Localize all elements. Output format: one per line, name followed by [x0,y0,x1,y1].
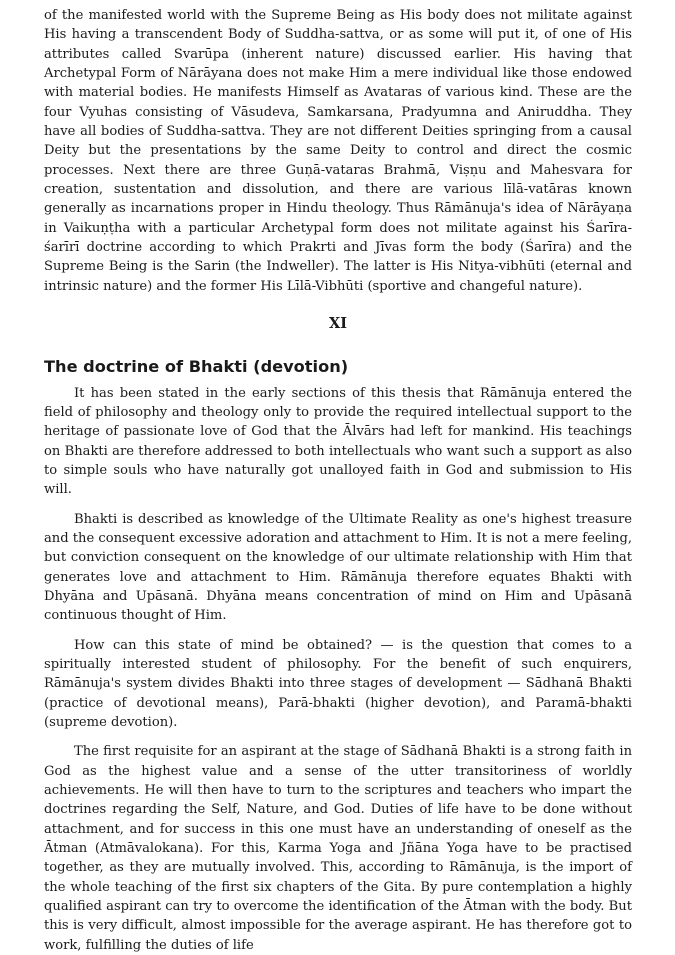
body-paragraph-1: It has been stated in the early sections of this thesis that Rāmānuja entered the field of philosophy and theology only to provide the required intellectual support to the heritage of passionate love of God that the Ālvārs had left for mankind. His teachings on Bhakti are therefore addressed to both intellectuals who want such a support as also to simple souls who have naturally got unalloyed faith in God and submission to His will. [44,385,632,498]
document-page [44,6,632,955]
intro-paragraph: of the manifested world with the Supreme Being as His body does not militate against His having a transcendent Body of Suddha-sattva, or as some will put it, of one of His attributes called Svarūpa (inherent nature) discussed earlier. His having that Archetypal Form of Nārāyana does not make Him a mere individual like those endowed with material bodies. He manifests Himself as Avataras of various kind. These are the four Vyuhas consisting of Vāsudeva, Samkarsana, Pradyumna and Aniruddha. They have all bodies of Suddha-sattva. They are not different Deities springing from a causal Deity but the presentations by the same Deity to control and direct the cosmic processes. Next there are three Guṇā-vataras Brahmā, Viṣṇu and Mahesvara for creation, sustentation and dissolution, and there are various līlā-vatāras known generally as incarnations proper in Hindu theology. Thus Rāmānuja's idea of Nārāyaṇa in Vaikuṇṭha with a particular Archetypal form does not militate against his Śarīra-śarīrī doctrine according to which Prakrti and Jīvas form the body (Śarīra) and the Supreme Being is the Sarin (the Indweller). The latter is His Nitya-vibhūti (eternal and intrinsic nature) and the former His Līlā-Vibhūti (sportive and changeful nature). [44,8,632,294]
body-paragraph-3: How can this state of mind be obtained? — is the question that comes to a spiritually interested student of philosophy. For the benefit of such enquirers, Rāmānuja's system divides Bhakti into three stages of development — Sādhanā Bhakti (practice of devotional means), Parā-bhakti (higher devotion), and Paramā-bhakti (supreme devotion). [44,637,632,730]
body-paragraph-4: The first requisite for an aspirant at the stage of Sādhanā Bhakti is a strong faith in God as the highest value and a sense of the utter transitoriness of worldly achievements. He will then have to turn to the scriptures and teachers who impart the doctrines regarding the Self, Nature, and God. Duties of life have to be done without attachment, and for success in this one must have an understanding of oneself as the Ātman (Atmāvalokana). For this, Karma Yoga and Jñāna Yoga have to be practised together, as they are mutually involved. This, according to Rāmānuja, is the import of the whole teaching of the first six chapters of the Gita. By pure contemplation a highly qualified aspirant can try to overcome the identification of the Ātman with the body. But this is very difficult, almost impossible for the average aspirant. He has therefore got to work, fulfilling the duties of life [44,744,632,953]
section-number: XI [328,315,348,333]
body-paragraph-2: Bhakti is described as knowledge of the Ultimate Reality as one's highest treasure and the consequent excessive adoration and attachment to Him. It is not a mere feeling, but conviction consequent on the knowledge of our ultimate relationship with Him that generates love and attachment to Him. Rāmānuja therefore equates Bhakti with Dhyāna and Upāsanā. Dhyāna means concentration of mind on Him and Upāsanā continuous thought of Him. [44,511,632,624]
section-heading: The doctrine of Bhakti (devotion) [44,356,349,376]
